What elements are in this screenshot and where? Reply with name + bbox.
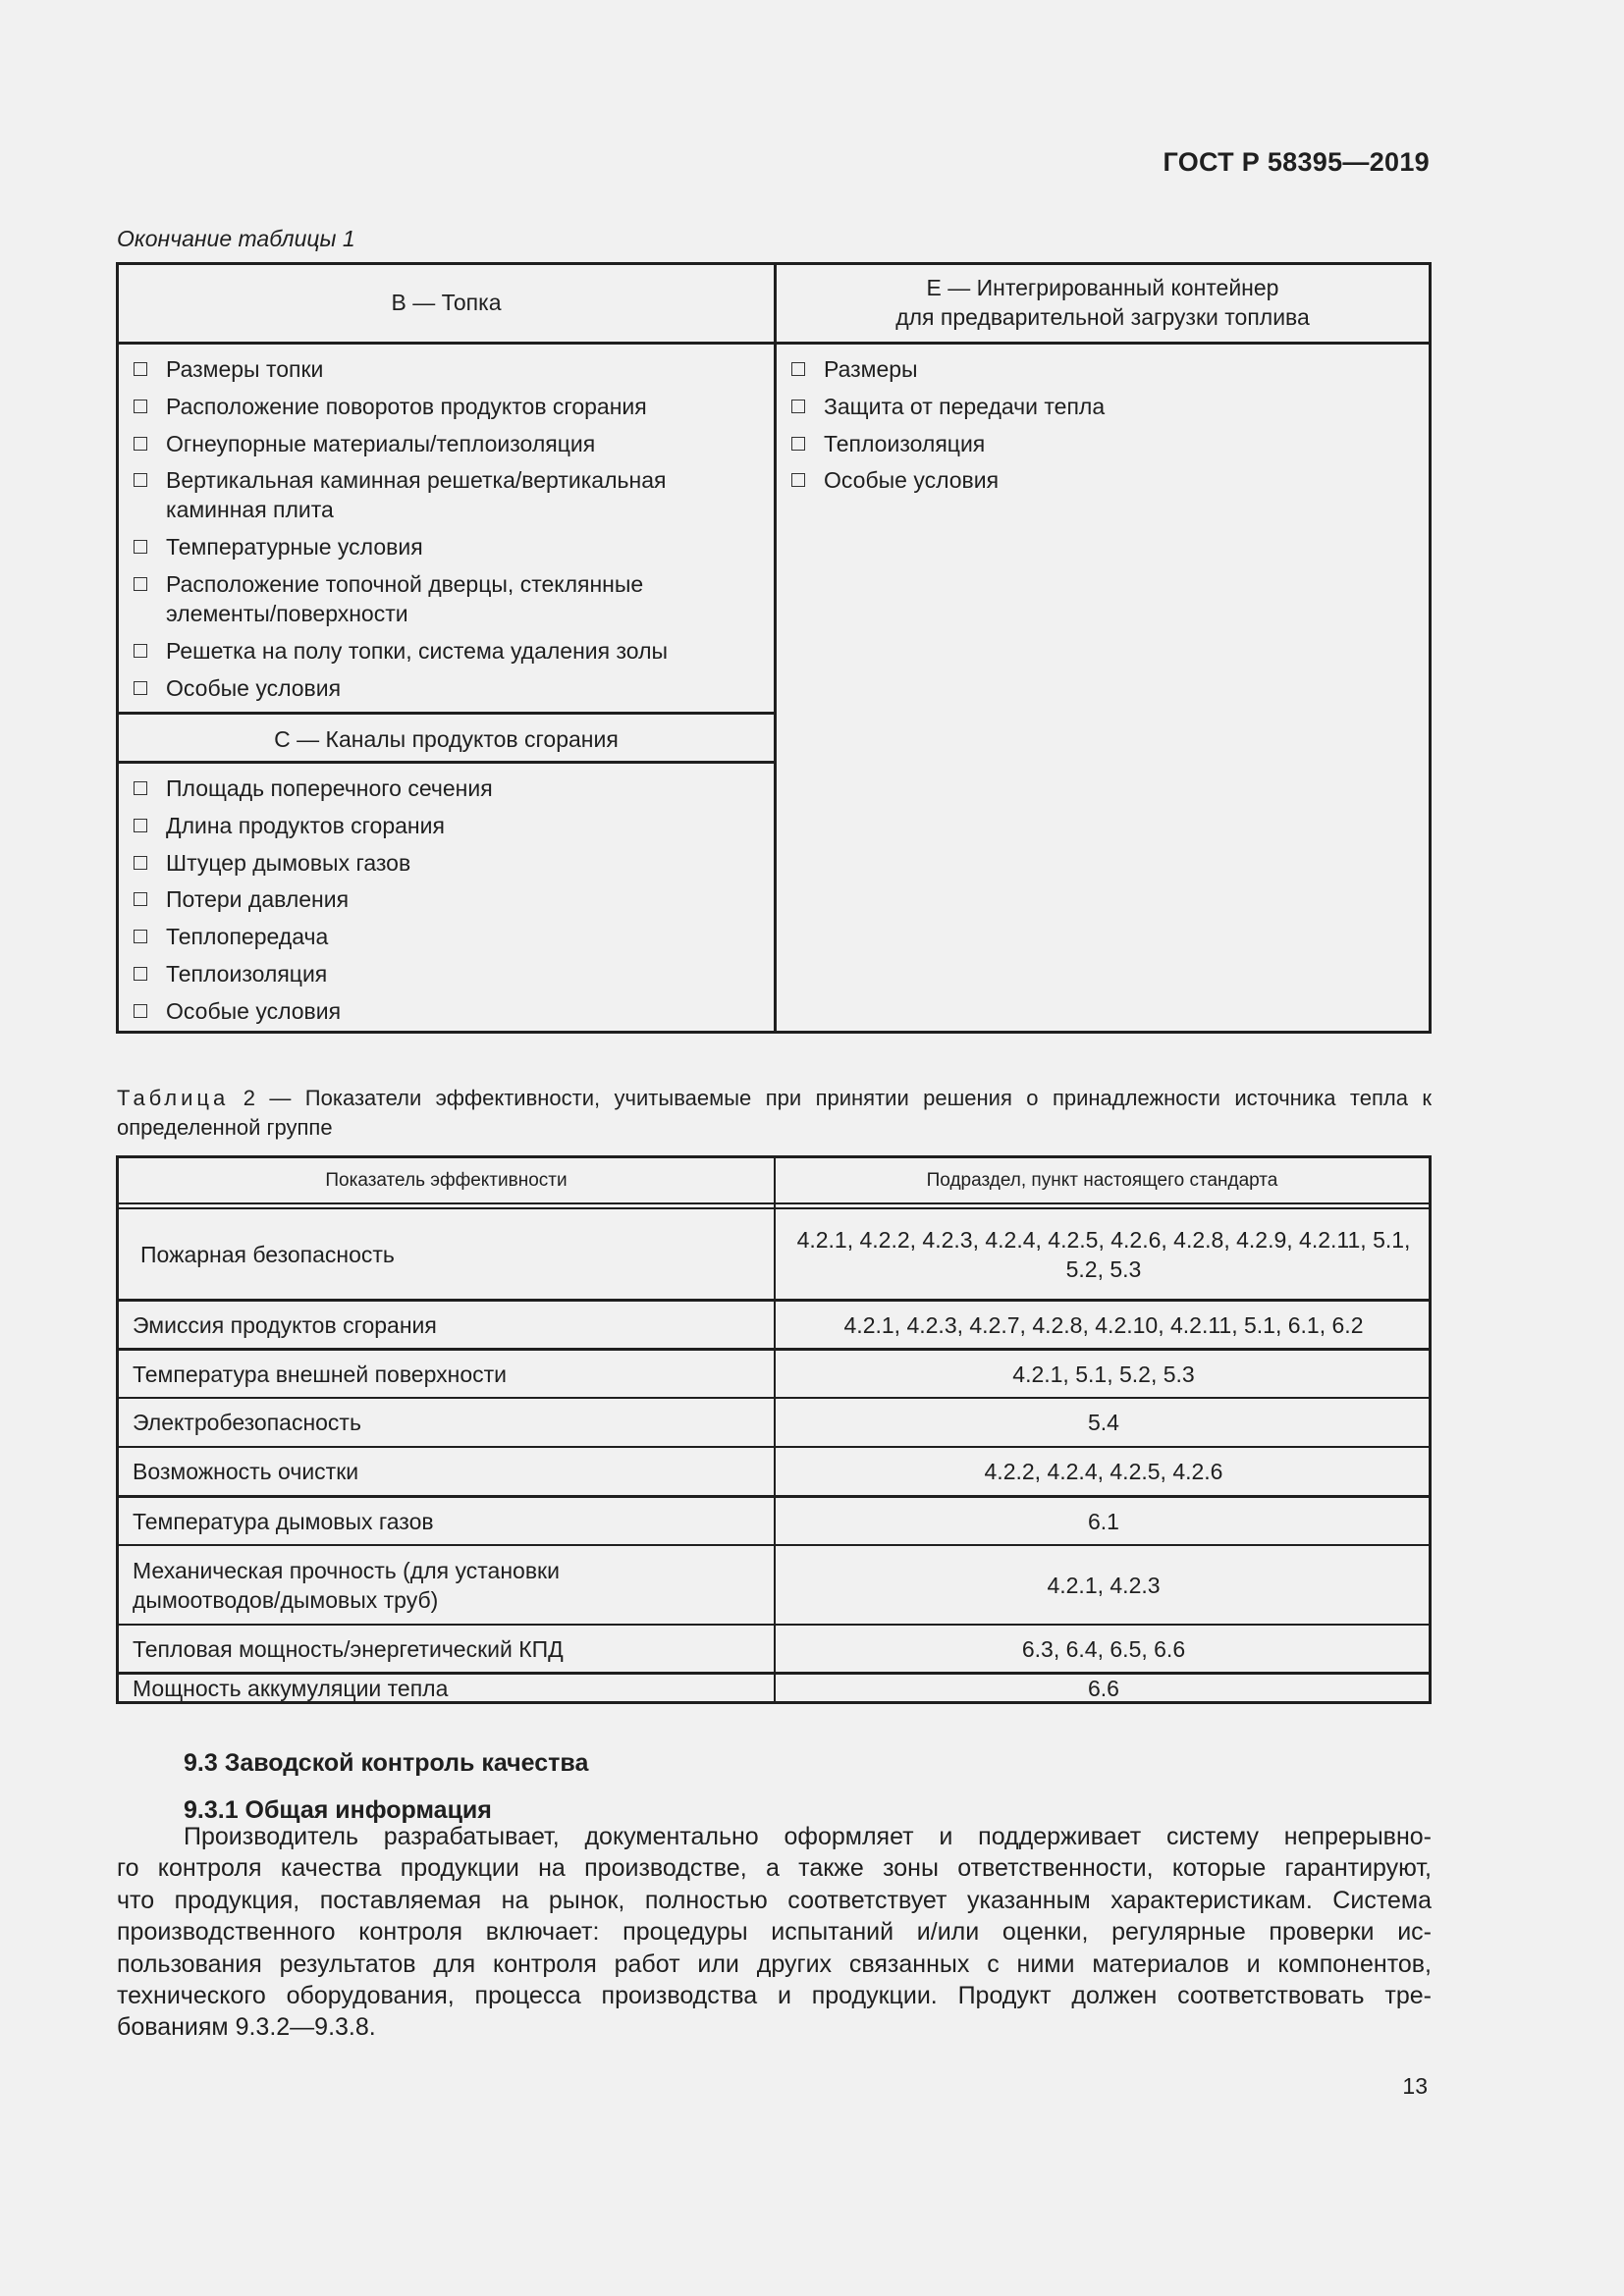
table-row-clauses: 6.3, 6.4, 6.5, 6.6: [1021, 1635, 1186, 1662]
page-number: 13: [1402, 2073, 1428, 2099]
checklist-item: Особые условия: [777, 465, 1415, 495]
checklist-item: Потери давления: [119, 884, 757, 914]
checkbox-icon: [134, 437, 147, 451]
checkbox-icon: [791, 400, 805, 413]
checklist-item: Защита от передачи тепла: [777, 392, 1415, 421]
column-header-clauses: Подраздел, пункт настоящего стандарта: [926, 1169, 1278, 1191]
table-row-indicator: Пожарная безопасность: [140, 1241, 395, 1267]
checkbox-icon: [134, 540, 147, 554]
checkbox-icon: [134, 577, 147, 591]
checklist-item: Особые условия: [119, 673, 757, 703]
paragraph-line: технического оборудования, процесса производства и продукции. Продукт должен соответствовать тре-: [117, 1982, 1432, 2010]
section-b-title: B — Топка: [391, 290, 502, 315]
checklist-item: Теплопередача: [119, 922, 757, 951]
header-divider: [119, 342, 1429, 345]
checklist-item: Длина продуктов сгорания: [119, 811, 757, 840]
table-row-clauses: 4.2.1, 4.2.3: [1047, 1572, 1161, 1598]
section-paragraph: [117, 1821, 1432, 2044]
checkbox-icon: [134, 856, 147, 870]
section-e-checklist: [777, 354, 1415, 503]
table-row-indicator: Тепловая мощность/энергетический КПД: [133, 1635, 564, 1662]
checkbox-icon: [134, 362, 147, 376]
section-c-bottom-divider: [119, 761, 774, 764]
table-2: [116, 1155, 1432, 1704]
table2-caption-text: — Показатели эффективности, учитываемые при принятии решения о принадлежности источника тепла к определенной группе: [117, 1086, 1432, 1140]
checklist-item: Расположение поворотов продуктов сгорания: [119, 392, 757, 421]
checkbox-icon: [134, 473, 147, 487]
section-b-checklist: [119, 354, 757, 710]
paragraph-line: производственного контроля включает: процедуры испытаний и/или оценки, регулярные проверки ис-: [117, 1918, 1432, 1947]
table-row-indicator: Эмиссия продуктов сгорания: [133, 1311, 437, 1338]
checklist-item: Расположение топочной дверцы, стеклянные элементы/поверхности: [119, 569, 716, 628]
paragraph-line: Производитель разрабатывает, документально оформляет и поддерживает систему непрерывно-: [184, 1823, 1432, 1850]
table-row-indicator: Возможность очистки: [133, 1459, 359, 1484]
column-divider: [774, 1158, 776, 1701]
header-double-line-top: [119, 1202, 1429, 1204]
checklist-item: Теплоизоляция: [777, 429, 1415, 458]
table-row-clauses: 4.2.2, 4.2.4, 4.2.5, 4.2.6: [984, 1459, 1223, 1484]
section-e-title: [777, 273, 1429, 332]
section-c-checklist: [119, 774, 757, 1034]
paragraph-line: что продукция, поставляемая на рынок, полностью соответствует указанным характеристикам. Система: [117, 1886, 1432, 1914]
checklist-item: Площадь поперечного сечения: [119, 774, 757, 803]
table-1: [116, 262, 1432, 1034]
checklist-item: Штуцер дымовых газов: [119, 848, 757, 878]
section-heading-9-3: 9.3 Заводской контроль качества: [184, 1749, 589, 1777]
checkbox-icon: [134, 930, 147, 943]
checklist-item: Температурные условия: [119, 532, 757, 561]
section-c-top-divider: [119, 712, 774, 715]
checkbox-icon: [134, 1004, 147, 1018]
table-row-clauses: 4.2.1, 5.1, 5.2, 5.3: [1012, 1361, 1195, 1387]
checklist-item: Размеры топки: [119, 354, 757, 384]
table2-caption-label: Таблица: [117, 1086, 230, 1110]
table-row-clauses: 4.2.1, 4.2.3, 4.2.7, 4.2.8, 4.2.10, 4.2.11, 5.1, 6.1, 6.2: [843, 1311, 1364, 1338]
checklist-item: Вертикальная каминная решетка/вертикальная каминная плита: [119, 465, 716, 524]
paragraph-line: пользования результатов для контроля работ или других связанных с ними материалов и компонентов,: [117, 1949, 1432, 1978]
checkbox-icon: [134, 644, 147, 658]
checkbox-icon: [791, 437, 805, 451]
table-row-indicator: Мощность аккумуляции тепла: [133, 1675, 449, 1701]
checkbox-icon: [134, 400, 147, 413]
checkbox-icon: [134, 892, 147, 906]
section-e-title-line2: для предварительной загрузки топлива: [895, 304, 1310, 330]
section-c-title: C — Каналы продуктов сгорания: [274, 726, 619, 752]
table2-caption: [117, 1084, 1432, 1143]
table-row-indicator: Механическая прочность (для установки дымоотводов/дымовых труб): [133, 1557, 560, 1613]
table-row-indicator: Температура дымовых газов: [133, 1508, 434, 1534]
checklist-item: Размеры: [777, 354, 1415, 384]
checklist-item: Решетка на полу топки, система удаления золы: [119, 636, 757, 666]
document-id-header: ГОСТ Р 58395—2019: [1163, 147, 1430, 177]
checkbox-icon: [791, 473, 805, 487]
section-heading-9-3-1: 9.3.1 Общая информация: [184, 1796, 492, 1824]
table-row-clauses: 4.2.1, 4.2.2, 4.2.3, 4.2.4, 4.2.5, 4.2.6, 4.2.8, 4.2.9, 4.2.11, 5.1, 5.2, 5.3: [796, 1226, 1411, 1282]
table-row-indicator: Температура внешней поверхности: [133, 1361, 507, 1387]
table-row-clauses: 5.4: [1088, 1410, 1119, 1435]
checkbox-icon: [134, 819, 147, 832]
section-e-title-line1: E — Интегрированный контейнер: [926, 275, 1279, 300]
table-row-clauses: 6.6: [1088, 1675, 1119, 1701]
table2-caption-number: 2: [243, 1086, 255, 1110]
paragraph-line: го контроля качества продукции на производстве, а также зоны ответственности, которые гарантируют,: [117, 1854, 1432, 1883]
checkbox-icon: [134, 681, 147, 695]
checklist-item: Теплоизоляция: [119, 959, 757, 988]
checklist-item: Огнеупорные материалы/теплоизоляция: [119, 429, 757, 458]
checkbox-icon: [791, 362, 805, 376]
table-row-clauses: 6.1: [1088, 1508, 1119, 1534]
checkbox-icon: [134, 967, 147, 981]
table1-continuation-caption: Окончание таблицы 1: [117, 226, 355, 251]
table-row-indicator: Электробезопасность: [133, 1410, 361, 1435]
column-header-indicator: Показатель эффективности: [325, 1169, 568, 1191]
checkbox-icon: [134, 781, 147, 795]
checklist-item: Особые условия: [119, 996, 757, 1026]
paragraph-line: бованиям 9.3.2—9.3.8.: [117, 2013, 376, 2042]
